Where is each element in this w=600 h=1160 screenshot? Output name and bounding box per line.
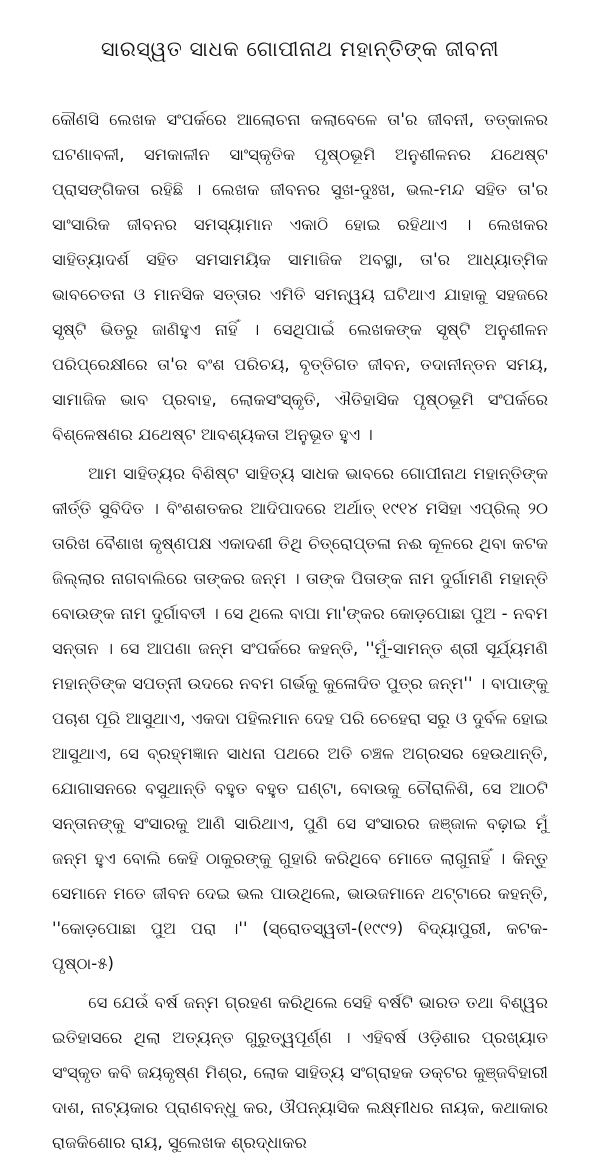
paragraph-2: ଆମ ସାହିତ୍ୟର ବିଶିଷ୍ଟ ସାହିତ୍ୟ ସାଧକ ଭାବରେ ଗୋପୀନାଥ ମହାନ୍ତିଙ୍କ କୀର୍ତ୍ତି ସୁବିଦିତ । ବିଂଶଶତକର ଆଦିପାଦରେ ଅର୍ଥାତ୍ ୧୯୧୪ ମସିହା ଏପ୍ରିଲ୍ ୨୦ ତାରିଖ ବୈଶାଖ କୃଷ୍ଣପକ୍ଷ ଏକାଦଶୀ ତିଥି ଚିତ୍ରୋପ୍ତଳା ନଈ କୂଳରେ ଥିବା କଟକ ଜିଲ୍ଲାର ନାଗବାଲିରେ ତାଙ୍କର ଜନ୍ମ । ତାଙ୍କ ପିତାଙ୍କ ନାମ ଦୁର୍ଗାମଣି ମହାନ୍ତି ବୋଉଙ୍କ ନାମ ଦୁର୍ଗାବତୀ । ସେ ଥିଲେ ବାପା ମା'ଙ୍କର କୋଡ଼ପୋଛା ପୁଅ - ନବମ ସନ୍ତାନ । ସେ ଆପଣା ଜନ୍ମ ସଂପର୍କରେ କହନ୍ତି, ''ମୁଁ-ସାମନ୍ତ ଶ୍ରୀ ସୂର୍ଯ୍ୟମଣି ମହାନ୍ତିଙ୍କ ସପତ୍ନୀ ଉଦରେ ନବମ ଗର୍ଭକୁ କୁଳୋଦିତ ପୁତ୍ର ଜନ୍ମ'' । ବାପାଙ୍କୁ ପଚାଶ ପୂରି ଆସୁଥାଏ, ଏକଦା ପହିଲମାନ ଦେହ ପରି ଚେହେରା ସରୁ ଓ ଦୁର୍ବଳ ହୋଇ ଆସୁଥାଏ, ସେ ବ୍ରହ୍ମଜ୍ଞାନ ସାଧନା ପଥରେ ଅତି ଚଞ୍ଚଳ ଅଗ୍ରସର ହେଉଥାନ୍ତି, ଯୋଗାସନରେ ବସୁଥାନ୍ତି ବହୁତ ବହୁତ ଘଣ୍ଟା, ବୋଉକୁ ଚୌରାଳିଶି, ସେ ଆଠଟି ସନ୍ତାନଙ୍କୁ ସଂସାରକୁ ଆଣି ସାରିଥାଏ, ପୁଣି ସେ ସଂସାରର ଜଞ୍ଜାଳ ବଢ଼ାଇ ମୁଁ ଜନ୍ମ ହୁଏ ବୋଲି କେହି ଠାକୁରଙ୍କୁ ଗୁହାରି କରିଥିବେ ମୋତେ ଲାଗୁନାହିଁ । କିନ୍ତୁ ସେମାନେ ମତେ ଜୀବନ ଦେଇ ଭଲ ପାଉଥିଲେ, ଭାଉଜମାନେ ଥଟ୍ଟାରେ କହନ୍ତି, ''କୋଡ଼ପୋଛା ପୁଅ ପରା ।'' (ସ୍ରୋତସ୍ୱତୀ-(୧୯୯୨) ବିଦ୍ୟାପୁରୀ, କଟକ-ପୃଷ୍ଠା-୫) (52, 464, 548, 973)
chapter-title: ସାରସ୍ୱତ ସାଧକ ଗୋପୀନାଥ ମହାନ୍ତିଙ୍କ ଜୀବନୀ (100, 37, 500, 61)
paragraph-3: ସେ ଯେଉଁ ବର୍ଷ ଜନ୍ମ ଗ୍ରହଣ କରିଥିଲେ ସେହି ବର୍ଷଟି ଭାରତ ତଥା ବିଶ୍ୱର ଇତିହାସରେ ଥିଲା ଅତ୍ୟନ୍ତ ଗୁରୁତ୍ୱପୂର୍ଣ୍ଣ । ଏହିବର୍ଷ ଓଡ଼ିଶାର ପ୍ରଖ୍ୟାତ ସଂସ୍କୃତ କବି ଜୟକୃଷ୍ଣ ମିଶ୍ର, ଲୋକ ସାହିତ୍ୟ ସଂଗ୍ରାହକ ଡକ୍ଟର କୁଞ୍ଜବିହାରୀ ଦାଶ, ନାଟ୍ୟକାର ପ୍ରାଣବନ୍ଧୁ କର, ଔପନ୍ୟାସିକ ଲକ୍ଷ୍ମୀଧର ନାୟକ, କଥାକାର ରାଜକିଶୋର ରାୟ, ସୁଲେଖକ ଶ୍ରଦ୍ଧାକର (52, 993, 548, 1152)
paragraph-1: କୌଣସି ଲେଖକ ସଂପର୍କରେ ଆଲୋଚନା କଲାବେଳେ ତା'ର ଜୀବନୀ, ତତ୍କାଳର ଘଟଣାବଳୀ, ସମକାଳୀନ ସାଂସ୍କୃତିକ ପୃଷ୍ଠଭୂମି ଅନୁଶୀଳନର ଯଥେଷ୍ଟ ପ୍ରାସଙ୍ଗିକତା ରହିଛି । ଲେଖକ ଜୀବନର ସୁଖ-ଦୁଃଖ, ଭଲ-ମନ୍ଦ ସହିତ ତା'ର ସାଂସାରିକ ଜୀବନର ସମସ୍ୟାମାନ ଏକାଠି ହୋଇ ରହିଥାଏ । ଲେଖକର ସାହିତ୍ୟାଦର୍ଶ ସହିତ ସମସାମୟିକ ସାମାଜିକ ଅବସ୍ଥା, ତା'ର ଆଧ୍ୟାତ୍ମିକ ଭାବଚେତନା ଓ ମାନସିକ ସତ୍ତାର ଏମିତି ସମନ୍ୱୟ ଘଟିଥାଏ ଯାହାକୁ ସହଜରେ ସୃଷ୍ଟି ଭିତରୁ ଜାଣିହୁଏ ନାହିଁ । ସେଥିପାଇଁ ଲେଖକଙ୍କ ସୃଷ୍ଟି ଅନୁଶୀଳନ ପରିପ୍ରେକ୍ଷୀରେ ତା'ର ବଂଶ ପରିଚୟ, ବୃତ୍ତିଗତ ଜୀବନ, ତଦାନୀନ୍ତନ ସମୟ, ସାମାଜିକ ଭାବ ପ୍ରବାହ, ଲୋକସଂସ୍କୃତି, ଐତିହାସିକ ପୃଷ୍ଠଭୂମି ସଂପର୍କରେ ବିଶ୍ଳେଷଣର ଯଥେଷ୍ଟ ଆବଶ୍ୟକତା ଅନୁଭୂତ ହୁଏ । (52, 110, 548, 444)
